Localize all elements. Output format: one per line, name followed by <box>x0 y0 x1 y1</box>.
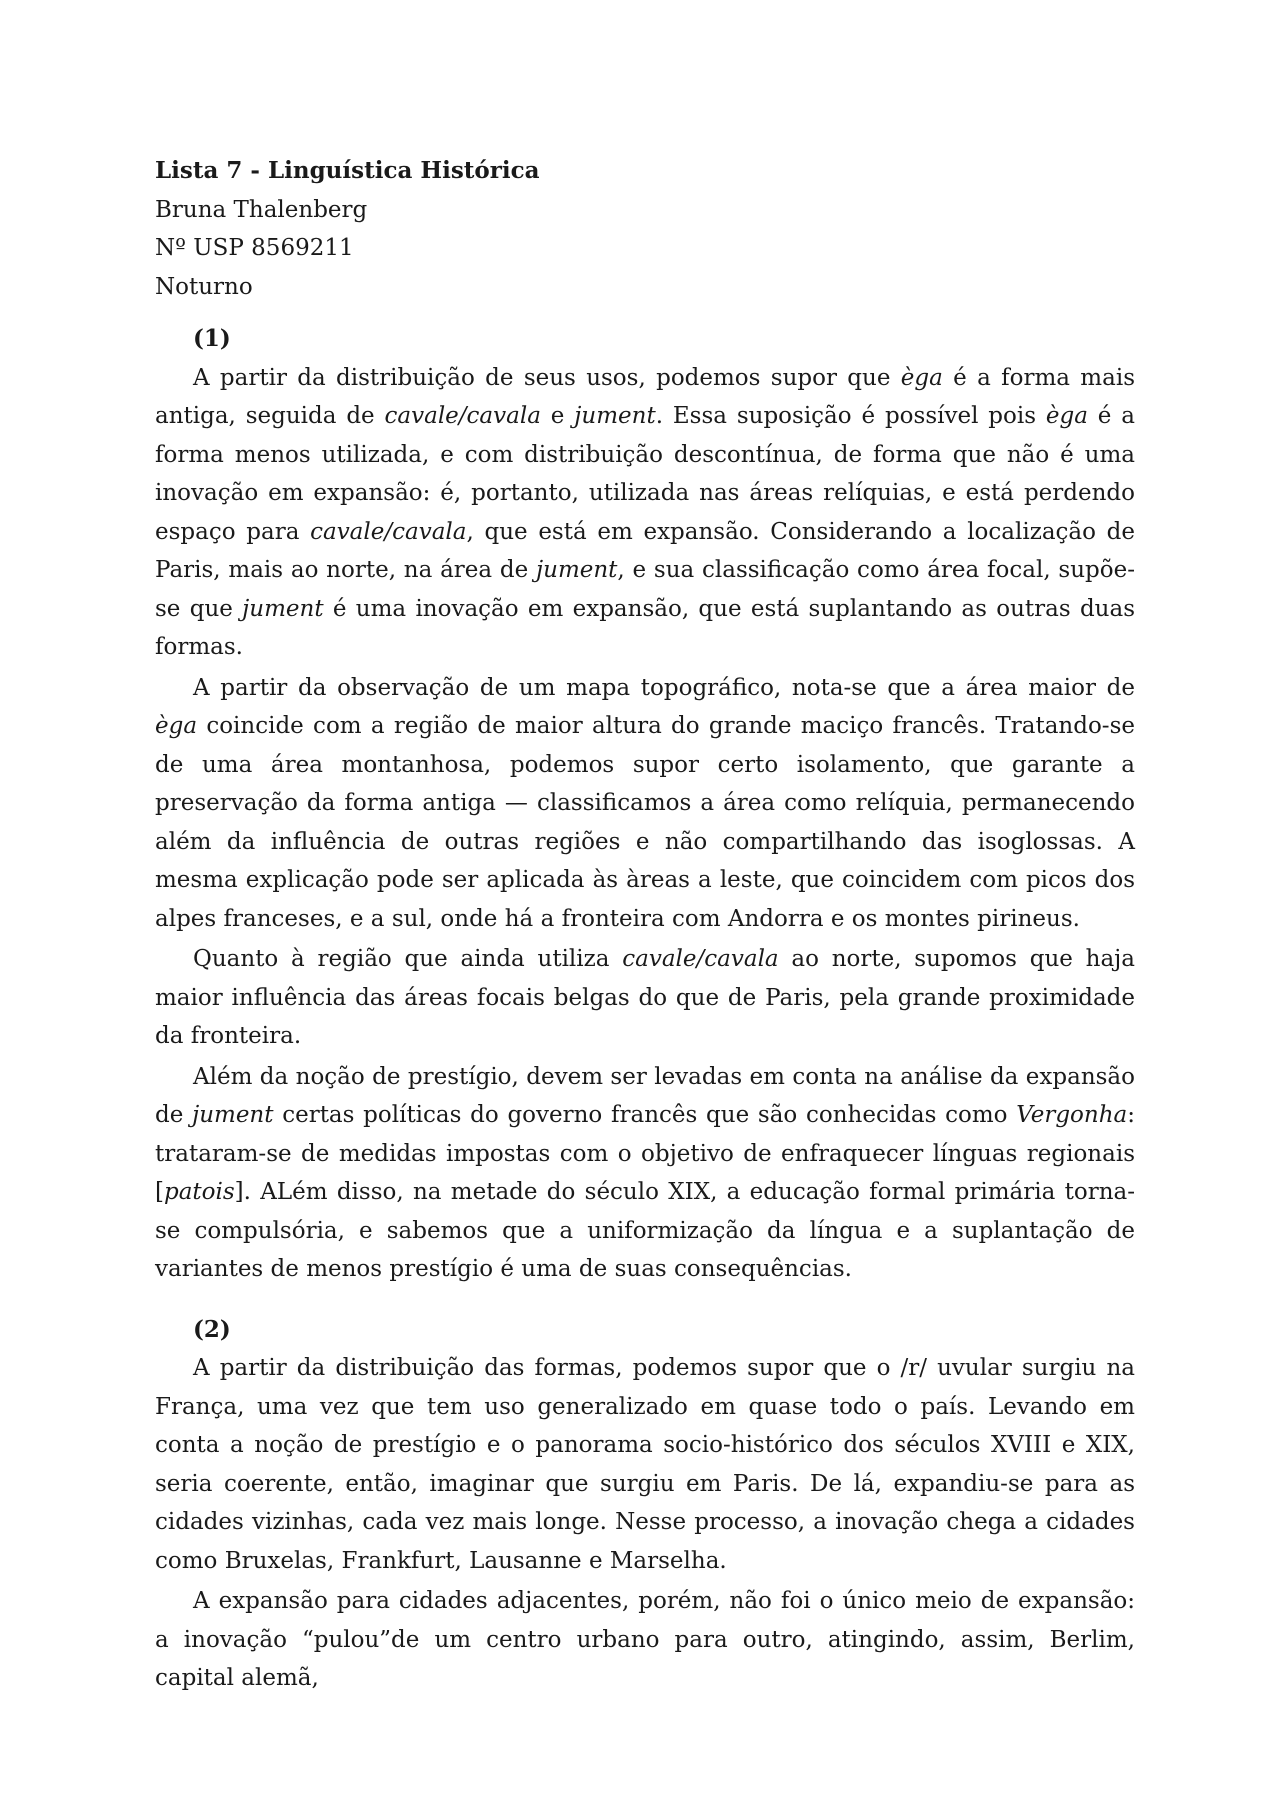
usp-number: Nº USP 8569211 <box>155 235 354 261</box>
section-1-heading: (1) <box>193 325 231 352</box>
section-2-paragraph-2: A expansão para cidades adjacentes, porém, não foi o único meio de expansão: a inovação “pulou”de um centro urbano para outro, atingindo, assim, Berlim, capital alemã, <box>155 1588 1135 1691</box>
section-1-paragraph-1: A partir da distribuição de seus usos, podemos supor que èga é a forma mais antiga, seguida de cavale/cavala e jument. Essa suposição é possível pois èga é a forma menos utilizada, e com distribuição descontínua, de forma que não é uma inovação em expansão: é, portanto, utilizada nas áreas relíquias, e está perdendo espaço para cavale/cavala, que está em expansão. Considerando a localização de Paris, mais ao norte, na área de jument, e sua classificação como área focal, supõe-se que jument é uma inovação em expansão, que está suplantando as outras duas formas. <box>155 364 1136 660</box>
document-title: Lista 7 - Linguística Histórica <box>155 157 540 184</box>
section-2-heading: (2) <box>193 1315 231 1343</box>
section-1-paragraph-2: A partir da observação de um mapa topográfico, nota-se que a área maior de èga coincide com a região de maior altura do grande maciço francês. Tratando-se de uma área montanhosa, podemos supor certo isolamento, que garante a preservação da forma antiga — classificamos a área como relíquia, permanecendo além da influência de outras regiões e não compartilhando das isoglossas. A mesma explicação pode ser aplicada às àreas a leste, que coincidem com picos dos alpes franceses, e a sul, onde há a fronteira com Andorra e os montes pirineus. <box>155 674 1135 932</box>
section-1-paragraph-4: Além da noção de prestígio, devem ser levadas em conta na análise da expansão de jument certas políticas do governo francês que são conhecidas como Vergonha: trataram-se de medidas impostas com o objetivo de enfraquecer línguas regionais [patois]. ALém disso, na metade do século XIX, a educação formal primária torna-se compulsória, e sabemos que a uniformização da língua e a suplantação de variantes de menos prestígio é uma de suas consequências. <box>155 1063 1135 1282</box>
section-2-paragraph-1: A partir da distribuição das formas, podemos supor que o /r/ uvular surgiu na França, uma vez que tem uso generalizado em quase todo o país. Levando em conta a noção de prestígio e o panorama socio-histórico dos séculos XVIII e XIX, seria coerente, então, imaginar que surgiu em Paris. De lá, expandiu-se para as cidades vizinhas, cada vez mais longe. Nesse processo, a inovação chega a cidades como Bruxelas, Frankfurt, Lausanne e Marselha. <box>155 1355 1135 1574</box>
shift-label: Noturno <box>155 273 253 300</box>
section-1-paragraph-3: Quanto à região que ainda utiliza cavale/cavala ao norte, supomos que haja maior influência das áreas focais belgas do que de Paris, pela grande proximidade da fronteira. <box>155 946 1135 1049</box>
document-page <box>155 152 1135 1698</box>
author-name: Bruna Thalenberg <box>155 196 368 223</box>
